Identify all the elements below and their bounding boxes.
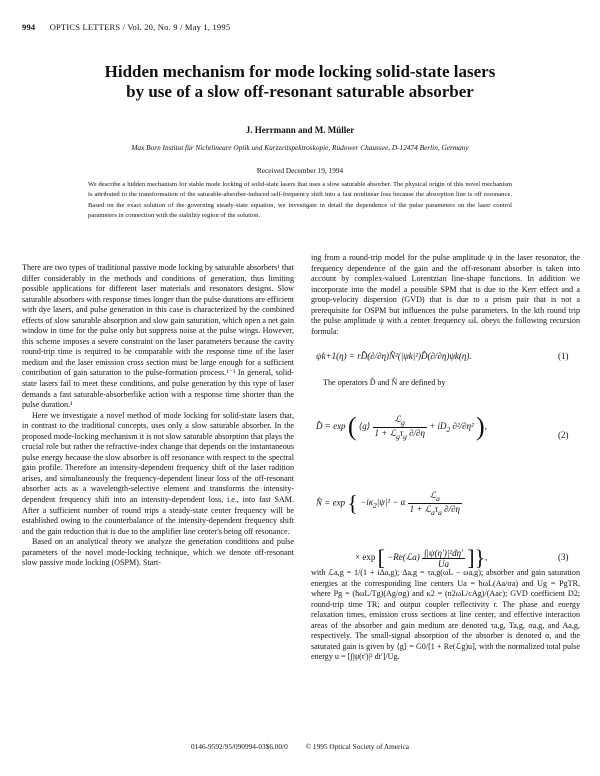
journal-citation: OPTICS LETTERS / Vol. 20, No. 9 / May 1, 1995 [49,22,231,32]
equation-1: ψk+1(η) = rD̂(∂/∂η)N̂²(|ψk|²)D̂(∂/∂η)ψk(η). [316,351,472,361]
right-paragraph-2: with ℒa,g = 1/(1 + iΔa,g); Δa,g = τa,g(ωL − ωa,g); absorber and gain saturation energies at the corresponding line centers Ua = ħωL(Aa/σa) and Ug = PgTR, where Pg = (ħωL/Tg)(Ag/σg) and κ2 = (n2ωL/cAg)/(Aac); GVD coefficient D2; round-trip time TR; and output coupler reflectivity r. The phase and energy relaxation times, emission cross sections at line center, and effective interaction areas of the absorber and gain medium are denoted τa,g, Ta,g, σa,g, and Aa,g, respectively. The small-signal absorption of the absorber is denoted α, and the saturated gain is given by ⟨g⟩ = G0/[1 + Re(ℒg)u], with the normalized total pulse energy u = [∫|ψ(t′)|² dt′]/Ug. [311,568,580,662]
right-column-bottom [311,568,580,663]
equation-2-lhs: D̂ = exp [316,421,346,432]
affiliation: Max Born Institut für Nichtlineare Optik und Kurzzeitspektroskopie, Rudower Chaussee, D-12474 Berlin, Germany [131,143,469,152]
left-column [22,263,294,569]
equation-2: D̂ = exp ( ⟨g⟩ $\frac{ℒ_g}{1 + ℒ_g\tau_g \partial/\partial\eta}$ + $iD_2$ ∂²/∂η² ), [316,412,487,441]
equation-3-integral: ∫|ψ(η′)|²dη′ [423,547,464,558]
left-paragraph-3: Based on an analytical theory we analyze the generation conditions and pulse parameters of the novel mode-locking technique, which we denote off-resonant slow passive mode locking (OSPM). Start- [22,537,294,568]
title-line-2: by use of a slow off-resonant saturable absorber [126,82,474,101]
equation-2-number: (2) [558,430,569,440]
right-paragraph-1: ing from a round-trip model for the pulse amplitude ψ in the laser resonator, the frequency dependence of the gain and the off-resonant absorber is taken into account by complex-valued Lorentzian line-shape functions. In addition we incorporate into the model a possible SPM that is due to the Kerr effect and a group-velocity dispersion (GVD) that is due to a prism pair that is not a prerequisite for OSPM but influences the pulse parameters. In the kth round trip the pulse amplitude ψ with a center frequency ωL obeys the following recursion formula: [311,253,580,336]
abstract: We describe a hidden mechanism for stable mode locking of solid-state lasers that uses a slow saturable absorber. The physical origin of this novel mechanism is attributed to the transformation of the saturable-absorber-induced self-frequency shift into a fast nonlinear loss because the absorption line is off resonance. Based on the exact solution of the governing steady-state equation, we investigate in detail the dependence of the pulse parameters on the laser control parameters in connection with the stability region of the solution. [88,181,512,219]
left-paragraph-1: There are two types of traditional passive mode locking by saturable absorbers¹ that differ considerably in the methods and conditions of generation, thus limiting possible applications for different laser materials and resonators designs. Slow saturable absorbers with response times longer than the pulse durations are efficient with dye lasers, and pulse generation in this case is characterized by the combined effects of slow saturable absorption and slow gain saturation, which open a net gain window in time for the pulse only but suppress noise at the pulse wings. However, this scheme imposes a severe constraint on the laser parameters because the cavity round-trip time is required to be comparable with the response time of the laser medium and the laser emission cross section must be large enough for a sufficient contribution of gain saturation to the pulse-formation process.¹⁻³ In general, solid-state lasers fail to meet these conditions, and pulse generation by this type of laser demands a fast saturable-absorberlike action with a response time shorter than the pulse duration.¹ [22,263,294,410]
equation-3-line-2: × exp [ −Re(ℒa) $\frac{\text{∫|ψ(η′)|²dη′}}{Ua}$ ]}, [355,545,488,570]
right-column-top [311,253,580,337]
running-header [22,22,230,32]
equation-3-times-exp: × exp [355,552,376,563]
footer-copyright: © 1995 Optical Society of America [305,742,409,751]
equation-3-denominator: Ua [437,558,449,569]
equation-1-number: (1) [558,351,569,361]
operators-intro: The operators D̂ and N̂ are defined by [323,378,446,387]
received-date: Received December 19, 1994 [256,166,344,175]
page-number: 994 [22,22,36,32]
equation-3-number: (3) [558,552,569,562]
equation-3-re-term: −Re(ℒa) [387,552,420,563]
footer [0,742,600,751]
footer-code: 0146-9592/95/090994-03$6.00/0 [191,742,288,751]
left-paragraph-2: Here we investigate a novel method of mode locking for solid-state lasers that, in contrast to the traditional concepts, uses only a slow saturable absorber. In the proposed mode-locking mechanism it is not slow saturable absorption that plays the crucial role but rather the refractive-index change that depends on the instantaneous pulse energy because the slow absorber is off resonance with respect to the spectral gain profile. Therefore an intensity-dependent frequency shift of the laser radition arises, and simultaneously the frequency-dependent linear loss of the off-resonant absorber acts as a wavelength-selective element and transforms the intensity-dependent frequency shift into an intensity-dependent loss, i.e., into fast SAM. After a sufficient number of round trips a steady-state center frequency will be established owing to the counterbalance of the intensity-dependent frequency shift and the gain reduction that is due to the amplifier line center's being off resonance. [22,410,294,536]
equation-3-line-1: N̂ = exp { $-i\kappa_2|\psi|^2 - \alpha$ $\frac{ℒ_a}{1 + ℒ_a\tau_a \partial/\partial\eta}$ [316,490,461,517]
title-line-1: Hidden mechanism for mode locking solid-state lasers [104,62,496,81]
authors: J. Herrmann and M. Müller [245,125,355,135]
article-title [40,62,560,102]
equation-3-lhs: N̂ = exp [316,497,346,508]
